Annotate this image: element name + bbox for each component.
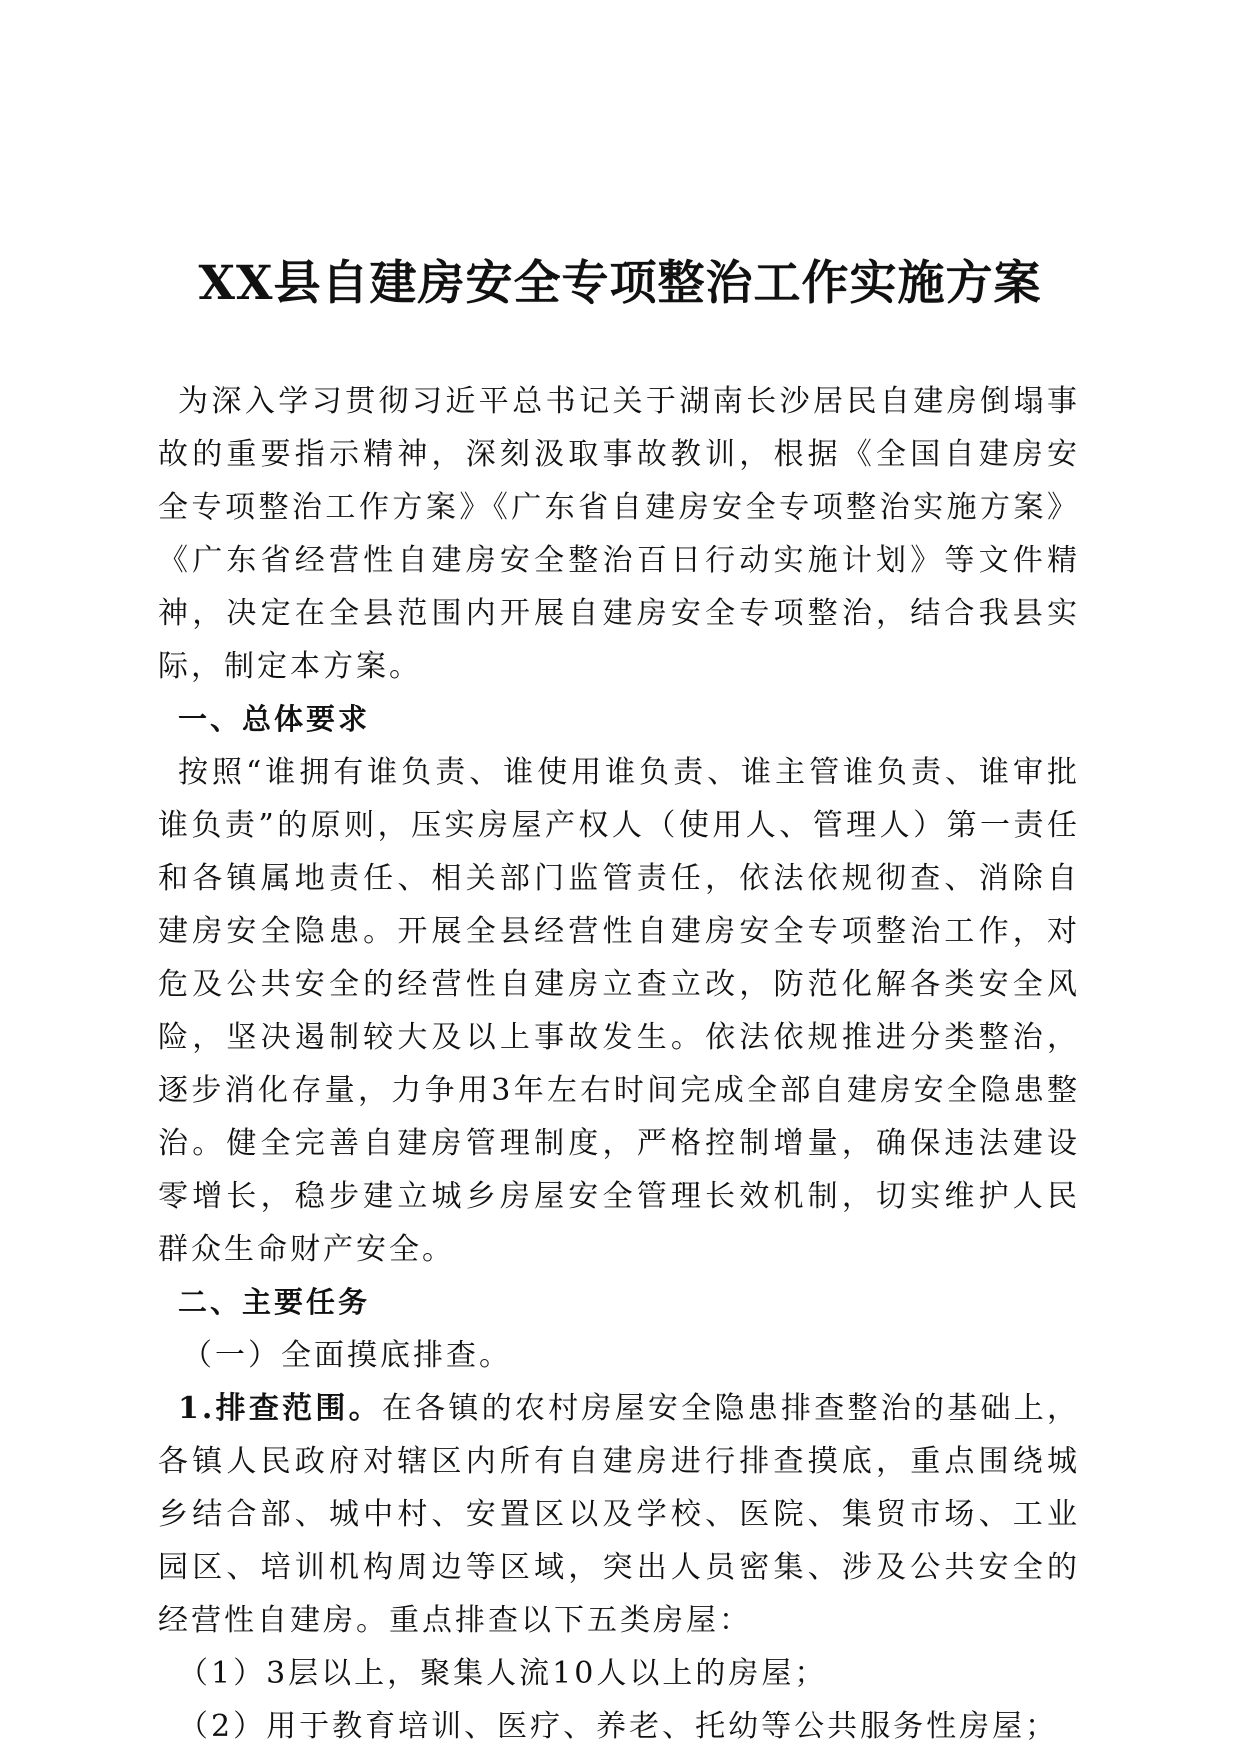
intro-paragraph: 为深入学习贯彻习近平总书记关于湖南长沙居民自建房倒塌事故的重要指示精神，深刻汲取事故教训，根据《全国自建房安全专项整治工作方案》《广东省自建房安全专项整治实施方案》《广东省经营性自建房安全整治百日行动实施计划》等文件精神，决定在全县范围内开展自建房安全专项整治，结合我县实际，制定本方案。 — [158, 384, 1080, 684]
section-heading-main-tasks: 二、主要任务 — [178, 1285, 371, 1319]
survey-scope-paragraph — [158, 1382, 1080, 1647]
document-title: XX县自建房安全专项整治工作实施方案 — [198, 256, 1042, 311]
subsection-heading-survey: （一）全面摸底排查。 — [182, 1338, 512, 1373]
list-item: （1）3层以上，聚集人流10人以上的房屋； — [178, 1656, 828, 1691]
document-body — [158, 375, 1080, 1753]
list-item: （2）用于教育培训、医疗、养老、托幼等公共服务性房屋； — [178, 1709, 1059, 1744]
section-heading-general-requirements: 一、总体要求 — [178, 702, 371, 736]
survey-scope-text: 在各镇的农村房屋安全隐患排查整治的基础上，各镇人民政府对辖区内所有自建房进行排查摸底，重点围绕城乡结合部、城中村、安置区以及学校、医院、集贸市场、工业园区、培训机构周边等区域，突出人员密集、涉及公共安全的经营性自建房。重点排查以下五类房屋： — [158, 1391, 1080, 1638]
survey-scope-lead: 1.排查范围。 — [178, 1391, 382, 1426]
general-requirements-paragraph: 按照“谁拥有谁负责、谁使用谁负责、谁主管谁负责、谁审批谁负责”的原则，压实房屋产权人（使用人、管理人）第一责任和各镇属地责任、相关部门监管责任，依法依规彻查、消除自建房安全隐患。开展全县经营性自建房安全专项整治工作，对危及公共安全的经营性自建房立查立改，防范化解各类安全风险，坚决遏制较大及以上事故发生。依法依规推进分类整治，逐步消化存量，力争用3年左右时间完成全部自建房安全隐患整治。健全完善自建房管理制度，严格控制增量，确保违法建设零增长，稳步建立城乡房屋安全管理长效机制，切实维护人民群众生命财产安全。 — [158, 755, 1080, 1267]
